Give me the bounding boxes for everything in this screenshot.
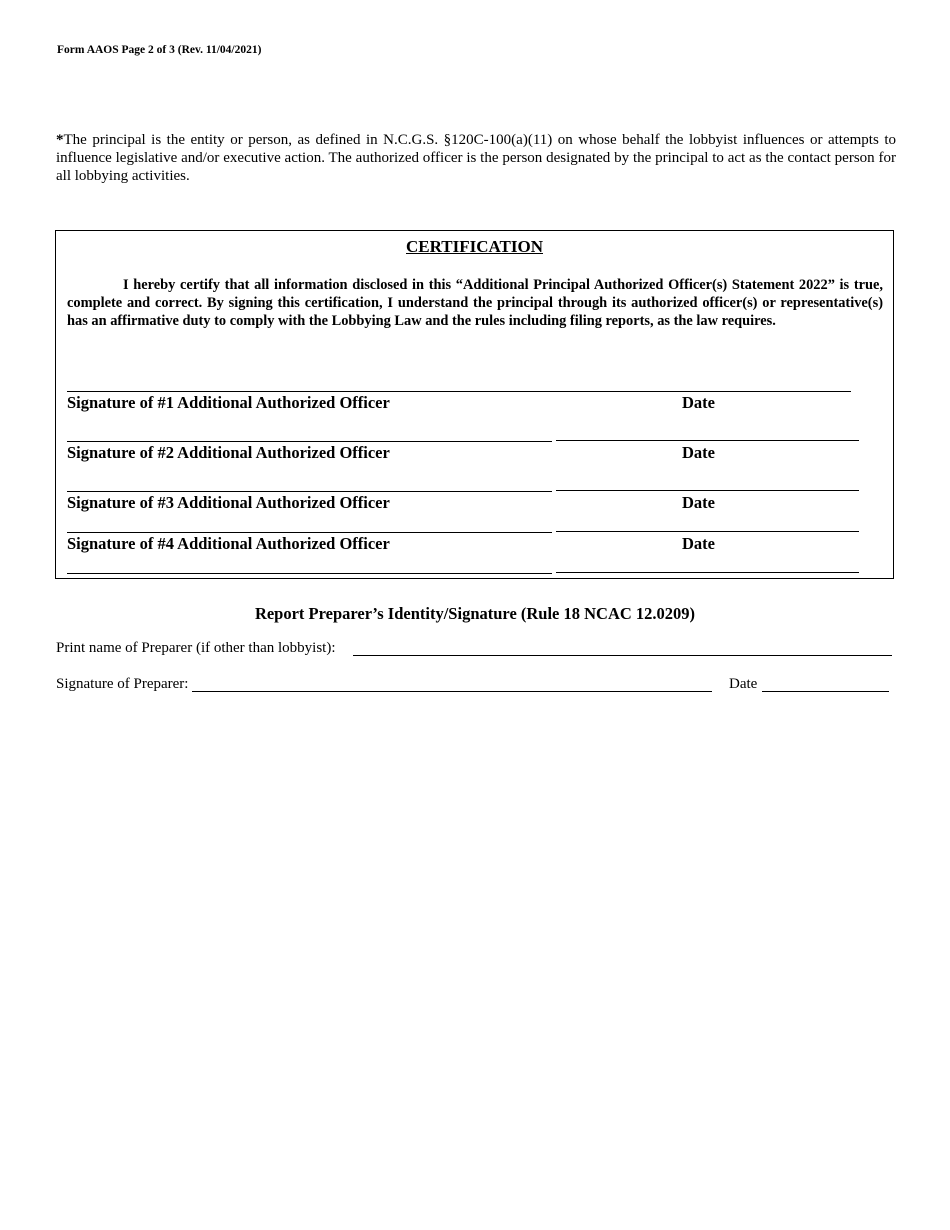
form-header: Form AAOS Page 2 of 3 (Rev. 11/04/2021) bbox=[57, 44, 262, 56]
print-name-line[interactable] bbox=[353, 655, 892, 656]
signature-1-label: Signature of #1 Additional Authorized Officer bbox=[67, 393, 390, 412]
signature-5-date-line[interactable] bbox=[556, 572, 859, 573]
signature-2-line[interactable] bbox=[67, 441, 552, 442]
signature-1-date-label: Date bbox=[682, 393, 715, 412]
signature-3-line[interactable] bbox=[67, 491, 552, 492]
signature-4-date-label: Date bbox=[682, 534, 715, 553]
preparer-signature-label: Signature of Preparer: bbox=[56, 676, 189, 692]
certification-box bbox=[55, 230, 894, 579]
preparer-date-label: Date bbox=[729, 676, 758, 692]
print-name-label: Print name of Preparer (if other than lobbyist): bbox=[56, 640, 336, 656]
signature-3-date-line[interactable] bbox=[556, 490, 859, 491]
principal-definition-note bbox=[56, 131, 896, 185]
signature-1-line[interactable] bbox=[67, 391, 851, 392]
signature-3-date-label: Date bbox=[682, 493, 715, 512]
signature-3-label: Signature of #3 Additional Authorized Officer bbox=[67, 493, 390, 512]
signature-2-label: Signature of #2 Additional Authorized Officer bbox=[67, 443, 390, 462]
preparer-signature-line[interactable] bbox=[192, 691, 712, 692]
certification-title: CERTIFICATION bbox=[406, 237, 543, 256]
asterisk: * bbox=[56, 132, 64, 148]
signature-4-date-line[interactable] bbox=[556, 531, 859, 532]
signature-2-date-line[interactable] bbox=[556, 440, 859, 441]
signature-4-label: Signature of #4 Additional Authorized Officer bbox=[67, 534, 390, 553]
note-text: The principal is the entity or person, as defined in N.C.G.S. §120C-100(a)(11) on whose behalf the lobbyist influences or attempts to influence legislative and/or executive action. The authorized officer is the person designated by the principal to act as the contact person for all lobbying activities. bbox=[56, 132, 896, 184]
certification-statement: I hereby certify that all information disclosed in this “Additional Principal Authorized Officer(s) Statement 2022” is true, complete and correct. By signing this certification, I understand the principal through its authorized officer(s) or representative(s) has an affirmative duty to comply with the Lobbying Law and the rules including filing reports, as the law requires. bbox=[67, 277, 883, 329]
preparer-date-line[interactable] bbox=[762, 691, 889, 692]
signature-5-line[interactable] bbox=[67, 573, 552, 574]
preparer-section-title: Report Preparer’s Identity/Signature (Rule 18 NCAC 12.0209) bbox=[254, 604, 696, 623]
signature-4-line[interactable] bbox=[67, 532, 552, 533]
signature-2-date-label: Date bbox=[682, 443, 715, 462]
